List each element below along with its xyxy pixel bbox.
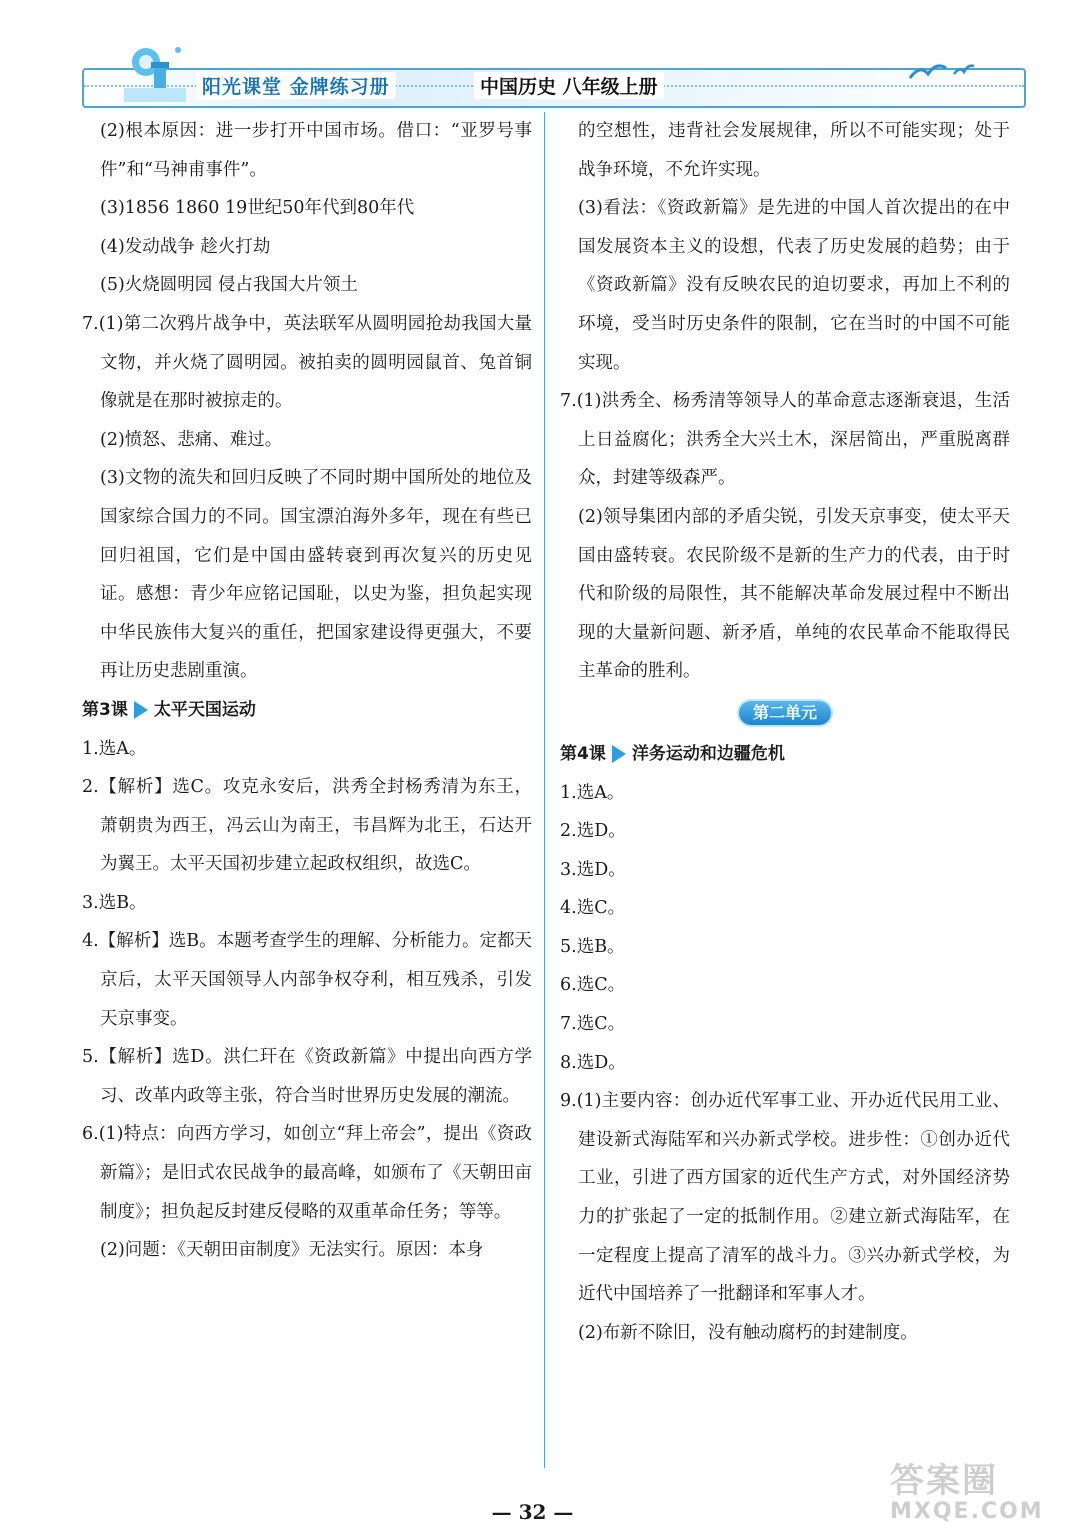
lesson-number: 第3课 [82,699,128,720]
lesson-number: 第4课 [560,743,606,764]
answer-paragraph: (2)领导集团内部的矛盾尖锐，引发天京事变，使太平天国由盛转衰。农民阶级不是新的生产力的代表，由于时代和阶级的局限性，其不能解决革命发展过程中不断出现的大量新问题、新矛盾，单纯的农民革命不能取得民主革命的胜利。 [578,506,1010,682]
unit-banner [560,691,1010,735]
answer-item: 7.(1)洪秀全、杨秀清等领导人的革命意志逐渐衰退，生活上日益腐化；洪秀全大兴土木，深居简出，严重脱离群众，封建等级森严。 [560,391,1010,489]
lesson-title: 洋务运动和边疆危机 [631,743,785,764]
lesson-heading [82,691,532,730]
answer-paragraph: (5)火烧圆明园 侵占我国大片领土 [100,275,358,296]
answer-paragraph: (2)问题：《天朝田亩制度》无法实行。原因：本身 [100,1240,484,1261]
answer-item: 2.【解析】选C。攻克永安后，洪秀全封杨秀清为东王，萧朝贵为西王，冯云山为南王，韦昌辉为北王，石达开为翼王。太平天国初步建立起政权组织，故选C。 [82,777,532,875]
answer-item: 2.选D。 [560,821,626,842]
answer-item: 3.选B。 [82,892,147,913]
brand-title: 阳光课堂 金牌练习册 [196,72,396,99]
right-column [560,112,1010,1352]
watermark-line-1: 答案圈 [890,1461,998,1501]
answer-item: 6.(1)特点：向西方学习，如创立“拜上帝会”，提出《资政新篇》；是旧式农民战争的最高峰，如颁布了《天朝田亩制度》；担负起反封建反侵略的双重革命任务；等等。 [82,1124,532,1222]
answer-item: 5.选B。 [560,936,625,957]
answer-item: 4.选C。 [560,898,626,919]
lesson-heading [560,735,1010,774]
column-divider [544,112,545,1468]
answer-paragraph: (2)根本原因：进一步打开中国市场。借口：“亚罗号事件”和“马神甫事件”。 [100,121,532,180]
watermark-line-2: MXQE.COM [890,1499,1044,1524]
arrow-right-icon [612,745,626,763]
answer-paragraph: (3)1856 1860 19世纪50年代到80年代 [100,198,415,219]
answer-item: 7.选C。 [560,1014,626,1035]
page-number: — 32 — [491,1500,574,1524]
answer-paragraph: (2)布新不除旧，没有触动腐朽的封建制度。 [578,1322,918,1343]
answer-item: 9.(1)主要内容：创办近代军事工业、开办近代民用工业、建设新式海陆军和兴办新式学校。进步性：①创办近代工业，引进了西方国家的近代生产方式，对外国经济势力的扩张起了一定的抵制作用。②建立新式海陆军，在一定程度上提高了清军的战斗力。③兴办新式学校，为近代中国培养了一批翻译和军事人才。 [560,1091,1010,1305]
answer-item: 4.【解析】选B。本题考查学生的理解、分析能力。定都天京后，太平天国领导人内部争权夺利，相互残杀，引发天京事变。 [82,931,532,1029]
answer-paragraph: (4)发动战争 趁火打劫 [100,236,271,257]
answer-paragraph: 的空想性，违背社会发展规律，所以不可能实现；处于战争环境，不允许实现。 [578,121,1010,180]
lesson-title: 太平天国运动 [153,699,256,720]
arrow-right-icon [134,701,148,719]
answer-item: 5.【解析】选D。洪仁玕在《资政新篇》中提出向西方学习、改革内政等主张，符合当时世界历史发展的潮流。 [82,1047,532,1106]
answer-item: 7.(1)第二次鸦片战争中，英法联军从圆明园抢劫我国大量文物，并火烧了圆明园。被拍卖的圆明园鼠首、兔首铜像就是在那时被掠走的。 [82,313,532,412]
answer-item: 6.选C。 [560,975,626,996]
answer-paragraph: (3)看法：《资政新篇》是先进的中国人首次提出的在中国发展资本主义的设想，代表了历史发展的趋势；由于《资政新篇》没有反映农民的迫切要求，再加上不利的环境，受当时历史条件的限制，它在当时的中国不可能实现。 [578,198,1010,373]
subject-title: 中国历史 八年级上册 [474,72,664,99]
watermark-logo [890,1462,1050,1530]
sun-lighthouse-logo-icon [118,42,192,104]
answer-item: 3.选D。 [560,859,626,880]
seagull-icon [906,54,976,88]
answer-item: 1.选A。 [82,738,147,759]
left-column [82,112,532,1270]
answer-paragraph: (2)愤怒、悲痛、难过。 [100,429,283,450]
answer-paragraph: (3)文物的流失和回归反映了不同时期中国所处的地位及国家综合国力的不同。国宝漂泊海外多年，现在有些已回归祖国，它们是中国由盛转衰到再次复兴的历史见证。感想：青少年应铭记国耻，以史为鉴，担负起实现中华民族伟大复兴的重任，把国家建设得更强大，不要再让历史悲剧重演。 [100,468,532,682]
answer-item: 1.选A。 [560,782,625,803]
unit-title: 第二单元 [739,701,831,725]
answer-item: 8.选D。 [560,1052,626,1073]
